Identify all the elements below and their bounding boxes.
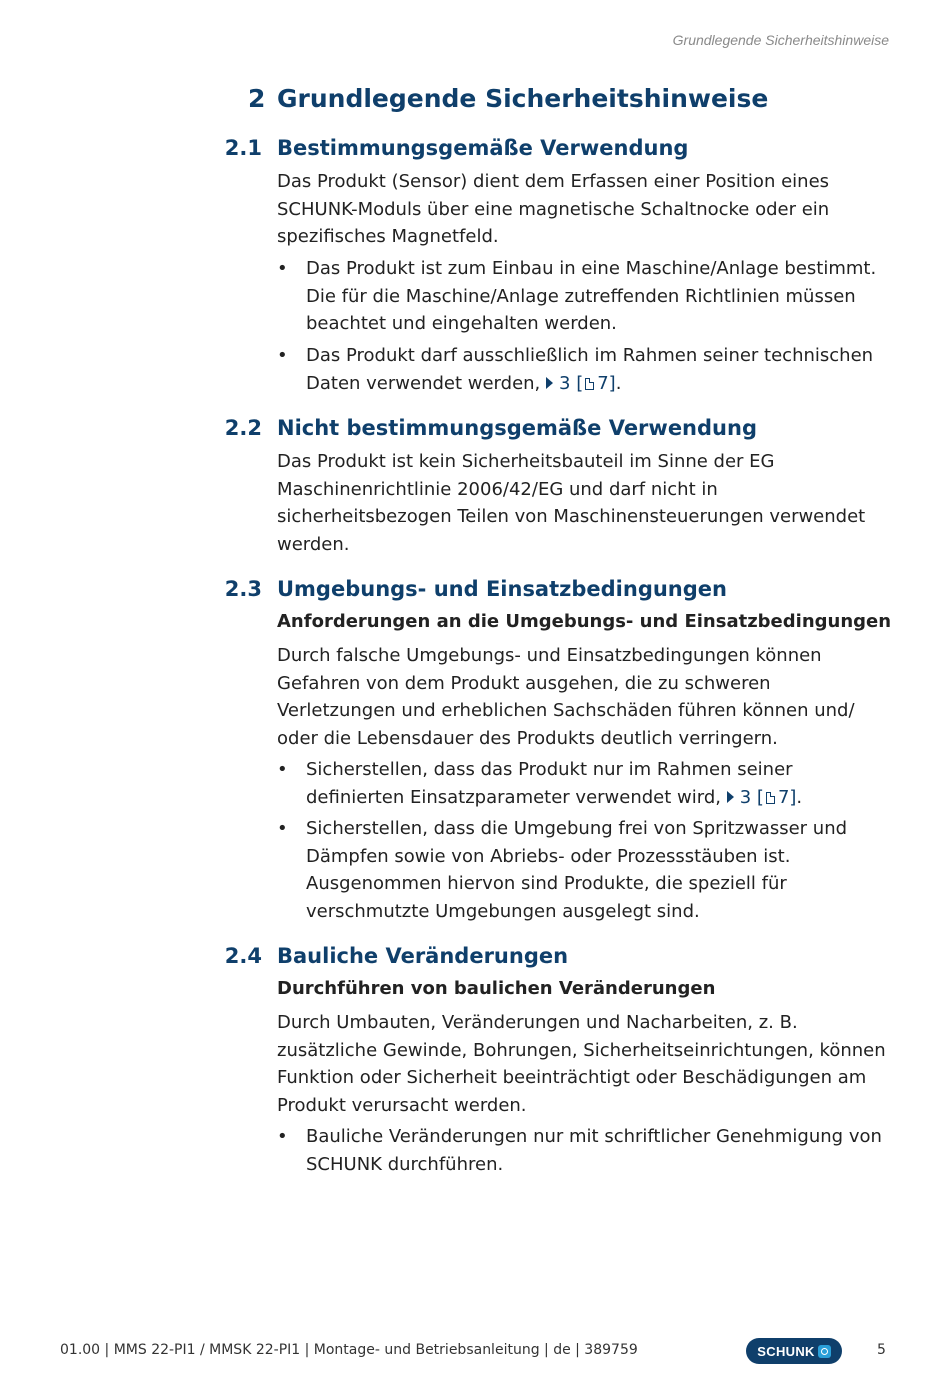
cross-reference-link[interactable]: 3 [ 7]: [546, 373, 616, 394]
subheading: Anforderungen an die Umgebungs- und Einsatzbedingungen: [277, 611, 892, 632]
xref-chapter: 3: [739, 786, 752, 808]
section-title: Bauliche Veränderungen: [277, 944, 569, 968]
subheading: Durchführen von baulichen Veränderungen: [277, 978, 716, 999]
xref-page: 7: [777, 786, 790, 808]
section-number: 2.2: [224, 416, 262, 440]
running-header: Grundlegende Sicherheitshinweise: [672, 32, 889, 48]
section-body: Durch falsche Umgebungs- und Einsatzbedingungen können Gefahren von dem Produkt ausgehen, die zu schweren Verletzungen und erheblichen Sachschäden führen können und/ oder die Lebensdauer des Produkts deutlich verringern.: [277, 645, 855, 749]
section-number: 2.1: [224, 136, 262, 160]
list-item-text: Sicherstellen, dass die Umgebung frei von Spritzwasser und Dämpfen sowie von Abriebs- oder Prozessstäuben ist. Ausgenommen hiervon sind Produkte, die speziell für verschmutzte Umgebungen ausgelegt sind.: [306, 818, 848, 922]
arrow-right-icon: [546, 377, 553, 389]
section-number: 2.4: [224, 944, 262, 968]
footer-doc-info: 01.00 | MMS 22-PI1 / MMSK 22-PI1 | Montage- und Betriebsanleitung | de | 389759: [60, 1342, 638, 1358]
list-item-text: Das Produkt ist zum Einbau in eine Maschine/Anlage bestimmt. Die für die Maschine/Anlage zutreffenden Richtlinien müssen beachtet und eingehalten werden.: [306, 258, 877, 334]
xref-chapter: 3: [559, 372, 571, 394]
schunk-logo: [746, 1338, 842, 1364]
list-item-suffix: .: [615, 372, 622, 394]
bullet-dot: •: [277, 345, 288, 366]
chapter-number: 2: [248, 84, 266, 113]
xref-page: 7: [597, 372, 609, 394]
page-icon: [766, 792, 775, 804]
bullet-dot: •: [277, 759, 288, 780]
bullet-dot: •: [277, 1126, 288, 1147]
page-icon: [585, 378, 594, 390]
bullet-dot: •: [277, 818, 288, 839]
section-number: 2.3: [224, 577, 262, 601]
list-item: [277, 815, 892, 925]
section-title: Umgebungs- und Einsatzbedingungen: [277, 577, 727, 601]
section-title: Nicht bestimmungsgemäße Verwendung: [277, 416, 757, 440]
list-item-suffix: .: [796, 786, 803, 808]
list-item-text: Das Produkt darf ausschließlich im Rahmen seiner technischen Daten verwendet werden,: [306, 345, 874, 394]
section-title: Bestimmungsgemäße Verwendung: [277, 136, 689, 160]
section-body: Das Produkt ist kein Sicherheitsbauteil im Sinne der EG Maschinenrichtlinie 2006/42/EG und darf nicht in sicherheitsbezogen Teilen von Maschinensteuerungen verwendet werden.: [277, 451, 866, 555]
section-body: Das Produkt (Sensor) dient dem Erfassen einer Position eines SCHUNK-Moduls über eine magnetische Schaltnocke oder ein spezifisches Magnetfeld.: [277, 171, 830, 247]
bullet-dot: •: [277, 258, 288, 279]
logo-text: SCHUNK: [757, 1343, 815, 1359]
cross-reference-link[interactable]: 3 [ 7]: [727, 787, 797, 808]
list-item: [277, 756, 892, 811]
list-item-text: Bauliche Veränderungen nur mit schriftlicher Genehmigung von SCHUNK durchführen.: [306, 1126, 882, 1175]
list-item: [277, 255, 892, 338]
section-body: Durch Umbauten, Veränderungen und Nacharbeiten, z. B. zusätzliche Gewinde, Bohrungen, Sicherheitseinrichtungen, können Funktion oder Sicherheit beeinträchtigt oder Beschädigungen am Produkt verursacht werden.: [277, 1012, 886, 1116]
page-number: 5: [877, 1342, 886, 1358]
list-item: [277, 1123, 892, 1178]
chapter-title: Grundlegende Sicherheitshinweise: [277, 84, 769, 113]
logo-mark-icon: [818, 1345, 831, 1358]
list-item: [277, 342, 892, 397]
list-item-text: Sicherstellen, dass das Produkt nur im Rahmen seiner definierten Einsatzparameter verwendet wird,: [306, 759, 793, 808]
arrow-right-icon: [727, 791, 734, 803]
